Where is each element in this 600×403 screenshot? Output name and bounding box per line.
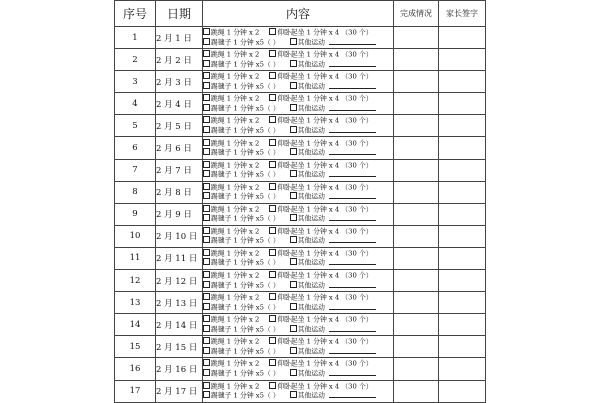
other-exercise-blank[interactable] (329, 192, 376, 199)
row-date: 2 月 2 日 (156, 49, 203, 71)
header-date: 日期 (156, 1, 203, 27)
shuttlecock-label: 踢毽子 1 分钟 x5（ ） (211, 369, 280, 378)
header-content: 内容 (203, 1, 394, 27)
row-number: 8 (115, 181, 156, 203)
other-exercise-blank[interactable] (329, 303, 376, 310)
shuttlecock-checkbox[interactable] (203, 347, 210, 354)
completion-status-cell[interactable] (394, 49, 439, 71)
parent-signature-cell[interactable] (439, 27, 486, 49)
other-exercise-label: 其他运动 (297, 214, 325, 223)
row-content (203, 203, 394, 225)
table-row (115, 225, 486, 247)
other-exercise-checkbox[interactable] (290, 303, 297, 310)
jump-rope-label: 跳绳 1 分钟 x 2 (211, 249, 260, 258)
situps-checkbox[interactable] (269, 359, 276, 366)
other-exercise-checkbox[interactable] (290, 236, 297, 243)
row-content (203, 159, 394, 181)
other-exercise-label: 其他运动 (297, 281, 325, 290)
row-content (203, 181, 394, 203)
jump-rope-label: 跳绳 1 分钟 x 2 (211, 28, 260, 37)
shuttlecock-label: 踢毽子 1 分钟 x5（ ） (211, 281, 280, 290)
other-exercise-checkbox[interactable] (290, 60, 297, 67)
other-exercise-blank[interactable] (329, 170, 376, 177)
shuttlecock-checkbox[interactable] (203, 391, 210, 398)
parent-signature-cell[interactable] (439, 270, 486, 292)
situps-label: 仰卧起坐 1 分钟 x 4 （30 个） (277, 50, 373, 59)
row-content (203, 247, 394, 269)
row-number: 1 (115, 27, 156, 49)
row-date: 2 月 6 日 (156, 137, 203, 159)
row-number: 10 (115, 225, 156, 247)
shuttlecock-checkbox[interactable] (203, 170, 210, 177)
table-row (115, 137, 486, 159)
jump-rope-label: 跳绳 1 分钟 x 2 (211, 359, 260, 368)
row-number: 4 (115, 93, 156, 115)
other-exercise-checkbox[interactable] (290, 214, 297, 221)
situps-label: 仰卧起坐 1 分钟 x 4 （30 个） (277, 183, 373, 192)
row-number: 6 (115, 137, 156, 159)
other-exercise-checkbox[interactable] (290, 104, 297, 111)
jump-rope-label: 跳绳 1 分钟 x 2 (211, 293, 260, 302)
parent-signature-cell[interactable] (439, 292, 486, 314)
shuttlecock-checkbox[interactable] (203, 60, 210, 67)
completion-status-cell[interactable] (394, 292, 439, 314)
completion-status-cell[interactable] (394, 358, 439, 380)
other-exercise-blank[interactable] (329, 347, 376, 354)
jump-rope-checkbox[interactable] (203, 271, 210, 278)
row-number: 7 (115, 159, 156, 181)
parent-signature-cell[interactable] (439, 247, 486, 269)
completion-status-cell[interactable] (394, 71, 439, 93)
row-content (203, 71, 394, 93)
situps-checkbox[interactable] (269, 72, 276, 79)
completion-status-cell[interactable] (394, 270, 439, 292)
jump-rope-label: 跳绳 1 分钟 x 2 (211, 337, 260, 346)
other-exercise-label: 其他运动 (297, 391, 325, 400)
table-row (115, 71, 486, 93)
shuttlecock-label: 踢毽子 1 分钟 x5（ ） (211, 258, 280, 267)
jump-rope-label: 跳绳 1 分钟 x 2 (211, 50, 260, 59)
completion-status-cell[interactable] (394, 336, 439, 358)
other-exercise-blank[interactable] (329, 148, 376, 155)
jump-rope-checkbox[interactable] (203, 116, 210, 123)
parent-signature-cell[interactable] (439, 225, 486, 247)
shuttlecock-label: 踢毽子 1 分钟 x5（ ） (211, 38, 280, 47)
row-date: 2 月 5 日 (156, 115, 203, 137)
shuttlecock-checkbox[interactable] (203, 104, 210, 111)
row-content (203, 292, 394, 314)
row-content (203, 115, 394, 137)
row-number: 12 (115, 270, 156, 292)
jump-rope-label: 跳绳 1 分钟 x 2 (211, 139, 260, 148)
row-content (203, 49, 394, 71)
jump-rope-checkbox[interactable] (203, 139, 210, 146)
row-number: 16 (115, 358, 156, 380)
row-date: 2 月 7 日 (156, 159, 203, 181)
row-content (203, 225, 394, 247)
parent-signature-cell[interactable] (439, 380, 486, 402)
table-row (115, 292, 486, 314)
situps-label: 仰卧起坐 1 分钟 x 4 （30 个） (277, 359, 373, 368)
jump-rope-label: 跳绳 1 分钟 x 2 (211, 227, 260, 236)
row-content (203, 380, 394, 402)
exercise-log-table (114, 0, 486, 403)
shuttlecock-label: 踢毽子 1 分钟 x5（ ） (211, 170, 280, 179)
row-content (203, 137, 394, 159)
other-exercise-checkbox[interactable] (290, 82, 297, 89)
row-number: 9 (115, 203, 156, 225)
row-content (203, 314, 394, 336)
shuttlecock-checkbox[interactable] (203, 258, 210, 265)
parent-signature-cell[interactable] (439, 203, 486, 225)
jump-rope-checkbox[interactable] (203, 205, 210, 212)
situps-checkbox[interactable] (269, 271, 276, 278)
parent-signature-cell[interactable] (439, 358, 486, 380)
table-row (115, 358, 486, 380)
situps-label: 仰卧起坐 1 分钟 x 4 （30 个） (277, 94, 373, 103)
row-content (203, 93, 394, 115)
other-exercise-blank[interactable] (329, 38, 376, 45)
row-date: 2 月 9 日 (156, 203, 203, 225)
jump-rope-checkbox[interactable] (203, 28, 210, 35)
shuttlecock-label: 踢毽子 1 分钟 x5（ ） (211, 325, 280, 334)
shuttlecock-checkbox[interactable] (203, 369, 210, 376)
other-exercise-label: 其他运动 (297, 236, 325, 245)
row-content (203, 358, 394, 380)
completion-status-cell[interactable] (394, 314, 439, 336)
jump-rope-label: 跳绳 1 分钟 x 2 (211, 271, 260, 280)
completion-status-cell[interactable] (394, 380, 439, 402)
shuttlecock-label: 踢毽子 1 分钟 x5（ ） (211, 126, 280, 135)
jump-rope-checkbox[interactable] (203, 161, 210, 168)
parent-signature-cell[interactable] (439, 336, 486, 358)
situps-label: 仰卧起坐 1 分钟 x 4 （30 个） (277, 116, 373, 125)
other-exercise-label: 其他运动 (297, 170, 325, 179)
parent-signature-cell[interactable] (439, 49, 486, 71)
table-row (115, 181, 486, 203)
shuttlecock-label: 踢毽子 1 分钟 x5（ ） (211, 148, 280, 157)
parent-signature-cell[interactable] (439, 181, 486, 203)
other-exercise-blank[interactable] (329, 369, 376, 376)
other-exercise-label: 其他运动 (297, 60, 325, 69)
header-status: 完成情况 (394, 1, 439, 27)
jump-rope-checkbox[interactable] (203, 227, 210, 234)
other-exercise-label: 其他运动 (297, 325, 325, 334)
row-content (203, 336, 394, 358)
jump-rope-checkbox[interactable] (203, 337, 210, 344)
other-exercise-label: 其他运动 (297, 82, 325, 91)
row-content (203, 270, 394, 292)
completion-status-cell[interactable] (394, 159, 439, 181)
parent-signature-cell[interactable] (439, 93, 486, 115)
situps-checkbox[interactable] (269, 337, 276, 344)
row-date: 2 月 11 日 (156, 247, 203, 269)
row-date: 2 月 8 日 (156, 181, 203, 203)
row-date: 2 月 3 日 (156, 71, 203, 93)
other-exercise-label: 其他运动 (297, 369, 325, 378)
situps-checkbox[interactable] (269, 50, 276, 57)
completion-status-cell[interactable] (394, 181, 439, 203)
completion-status-cell[interactable] (394, 225, 439, 247)
situps-label: 仰卧起坐 1 分钟 x 4 （30 个） (277, 271, 373, 280)
shuttlecock-label: 踢毽子 1 分钟 x5（ ） (211, 82, 280, 91)
other-exercise-blank[interactable] (329, 281, 376, 288)
shuttlecock-checkbox[interactable] (203, 192, 210, 199)
other-exercise-checkbox[interactable] (290, 258, 297, 265)
parent-signature-cell[interactable] (439, 159, 486, 181)
other-exercise-checkbox[interactable] (290, 38, 297, 45)
parent-signature-cell[interactable] (439, 314, 486, 336)
situps-checkbox[interactable] (269, 249, 276, 256)
shuttlecock-label: 踢毽子 1 分钟 x5（ ） (211, 391, 280, 400)
row-date: 2 月 15 日 (156, 336, 203, 358)
table-row (115, 115, 486, 137)
jump-rope-label: 跳绳 1 分钟 x 2 (211, 315, 260, 324)
parent-signature-cell[interactable] (439, 115, 486, 137)
parent-signature-cell[interactable] (439, 71, 486, 93)
shuttlecock-checkbox[interactable] (203, 303, 210, 310)
table-row (115, 93, 486, 115)
row-date: 2 月 10 日 (156, 225, 203, 247)
jump-rope-checkbox[interactable] (203, 50, 210, 57)
row-number: 14 (115, 314, 156, 336)
shuttlecock-checkbox[interactable] (203, 325, 210, 332)
situps-label: 仰卧起坐 1 分钟 x 4 （30 个） (277, 205, 373, 214)
situps-checkbox[interactable] (269, 28, 276, 35)
row-number: 11 (115, 247, 156, 269)
situps-checkbox[interactable] (269, 183, 276, 190)
completion-status-cell[interactable] (394, 93, 439, 115)
shuttlecock-label: 踢毽子 1 分钟 x5（ ） (211, 214, 280, 223)
jump-rope-checkbox[interactable] (203, 183, 210, 190)
situps-label: 仰卧起坐 1 分钟 x 4 （30 个） (277, 315, 373, 324)
other-exercise-blank[interactable] (329, 236, 376, 243)
shuttlecock-checkbox[interactable] (203, 214, 210, 221)
jump-rope-checkbox[interactable] (203, 315, 210, 322)
other-exercise-label: 其他运动 (297, 148, 325, 157)
shuttlecock-checkbox[interactable] (203, 82, 210, 89)
shuttlecock-checkbox[interactable] (203, 38, 210, 45)
table-row (115, 203, 486, 225)
other-exercise-label: 其他运动 (297, 303, 325, 312)
other-exercise-blank[interactable] (329, 82, 376, 89)
situps-label: 仰卧起坐 1 分钟 x 4 （30 个） (277, 293, 373, 302)
row-number: 2 (115, 49, 156, 71)
table-row (115, 27, 486, 49)
shuttlecock-checkbox[interactable] (203, 126, 210, 133)
situps-label: 仰卧起坐 1 分钟 x 4 （30 个） (277, 28, 373, 37)
table-row (115, 270, 486, 292)
row-number: 13 (115, 292, 156, 314)
other-exercise-label: 其他运动 (297, 126, 325, 135)
shuttlecock-checkbox[interactable] (203, 236, 210, 243)
jump-rope-checkbox[interactable] (203, 72, 210, 79)
completion-status-cell[interactable] (394, 203, 439, 225)
row-date: 2 月 4 日 (156, 93, 203, 115)
situps-label: 仰卧起坐 1 分钟 x 4 （30 个） (277, 139, 373, 148)
other-exercise-checkbox[interactable] (290, 391, 297, 398)
situps-checkbox[interactable] (269, 382, 276, 389)
table-row (115, 247, 486, 269)
other-exercise-blank[interactable] (329, 60, 376, 67)
situps-checkbox[interactable] (269, 205, 276, 212)
row-date: 2 月 16 日 (156, 358, 203, 380)
other-exercise-label: 其他运动 (297, 104, 325, 113)
row-content (203, 27, 394, 49)
other-exercise-label: 其他运动 (297, 192, 325, 201)
other-exercise-blank[interactable] (329, 126, 376, 133)
completion-status-cell[interactable] (394, 27, 439, 49)
situps-label: 仰卧起坐 1 分钟 x 4 （30 个） (277, 227, 373, 236)
situps-label: 仰卧起坐 1 分钟 x 4 （30 个） (277, 161, 373, 170)
row-number: 3 (115, 71, 156, 93)
situps-label: 仰卧起坐 1 分钟 x 4 （30 个） (277, 72, 373, 81)
jump-rope-label: 跳绳 1 分钟 x 2 (211, 72, 260, 81)
completion-status-cell[interactable] (394, 247, 439, 269)
row-date: 2 月 1 日 (156, 27, 203, 49)
other-exercise-checkbox[interactable] (290, 281, 297, 288)
other-exercise-blank[interactable] (329, 258, 376, 265)
situps-label: 仰卧起坐 1 分钟 x 4 （30 个） (277, 382, 373, 391)
row-date: 2 月 17 日 (156, 380, 203, 402)
situps-checkbox[interactable] (269, 94, 276, 101)
other-exercise-checkbox[interactable] (290, 192, 297, 199)
table-row (115, 380, 486, 402)
header-no: 序号 (115, 1, 156, 27)
jump-rope-checkbox[interactable] (203, 94, 210, 101)
jump-rope-checkbox[interactable] (203, 382, 210, 389)
other-exercise-checkbox[interactable] (290, 148, 297, 155)
row-number: 5 (115, 115, 156, 137)
shuttlecock-label: 踢毽子 1 分钟 x5（ ） (211, 104, 280, 113)
parent-signature-cell[interactable] (439, 137, 486, 159)
row-number: 17 (115, 380, 156, 402)
other-exercise-checkbox[interactable] (290, 369, 297, 376)
other-exercise-checkbox[interactable] (290, 347, 297, 354)
completion-status-cell[interactable] (394, 115, 439, 137)
shuttlecock-label: 踢毽子 1 分钟 x5（ ） (211, 236, 280, 245)
situps-checkbox[interactable] (269, 227, 276, 234)
other-exercise-checkbox[interactable] (290, 170, 297, 177)
jump-rope-label: 跳绳 1 分钟 x 2 (211, 161, 260, 170)
other-exercise-label: 其他运动 (297, 347, 325, 356)
shuttlecock-label: 踢毽子 1 分钟 x5（ ） (211, 347, 280, 356)
row-date: 2 月 14 日 (156, 314, 203, 336)
situps-checkbox[interactable] (269, 139, 276, 146)
jump-rope-label: 跳绳 1 分钟 x 2 (211, 382, 260, 391)
jump-rope-checkbox[interactable] (203, 359, 210, 366)
situps-checkbox[interactable] (269, 161, 276, 168)
table-row (115, 336, 486, 358)
other-exercise-blank[interactable] (329, 214, 376, 221)
header-parent-signature: 家长签字 (439, 1, 486, 27)
shuttlecock-label: 踢毽子 1 分钟 x5（ ） (211, 192, 280, 201)
shuttlecock-label: 踢毽子 1 分钟 x5（ ） (211, 60, 280, 69)
jump-rope-checkbox[interactable] (203, 249, 210, 256)
situps-checkbox[interactable] (269, 315, 276, 322)
table-row (115, 314, 486, 336)
header-row (115, 1, 486, 27)
shuttlecock-checkbox[interactable] (203, 281, 210, 288)
situps-label: 仰卧起坐 1 分钟 x 4 （30 个） (277, 249, 373, 258)
shuttlecock-checkbox[interactable] (203, 148, 210, 155)
other-exercise-blank[interactable] (329, 325, 376, 332)
other-exercise-label: 其他运动 (297, 258, 325, 267)
jump-rope-label: 跳绳 1 分钟 x 2 (211, 94, 260, 103)
situps-checkbox[interactable] (269, 116, 276, 123)
completion-status-cell[interactable] (394, 137, 439, 159)
row-number: 15 (115, 336, 156, 358)
other-exercise-blank[interactable] (329, 391, 376, 398)
shuttlecock-label: 踢毽子 1 分钟 x5（ ） (211, 303, 280, 312)
row-date: 2 月 12 日 (156, 270, 203, 292)
situps-checkbox[interactable] (269, 293, 276, 300)
other-exercise-blank[interactable] (329, 104, 376, 111)
row-date: 2 月 13 日 (156, 292, 203, 314)
table-row (115, 159, 486, 181)
other-exercise-checkbox[interactable] (290, 126, 297, 133)
table-row (115, 49, 486, 71)
jump-rope-label: 跳绳 1 分钟 x 2 (211, 116, 260, 125)
other-exercise-checkbox[interactable] (290, 325, 297, 332)
jump-rope-label: 跳绳 1 分钟 x 2 (211, 205, 260, 214)
jump-rope-checkbox[interactable] (203, 293, 210, 300)
other-exercise-label: 其他运动 (297, 38, 325, 47)
jump-rope-label: 跳绳 1 分钟 x 2 (211, 183, 260, 192)
situps-label: 仰卧起坐 1 分钟 x 4 （30 个） (277, 337, 373, 346)
